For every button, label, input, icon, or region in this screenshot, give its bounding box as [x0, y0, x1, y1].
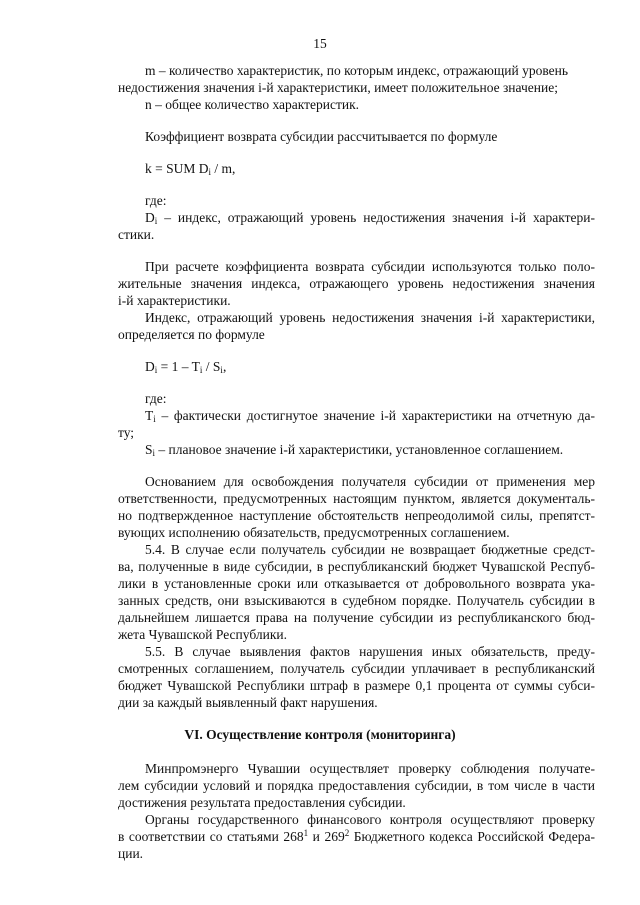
page-number: 15 [313, 36, 327, 51]
clause-5-4-line-6: жета Чувашской Республики. [118, 627, 287, 642]
basis-paragraph-line-4: вующих исполнению обязательств, предусмотренных соглашением. [118, 525, 510, 540]
control-paragraph-line-2: лем субсидии условий и порядка предоставления субсидии, в том числе в части [118, 778, 595, 793]
control-paragraph-line-3: достижения результата предоставления субсидии. [118, 795, 406, 810]
clause-5-5-line-2: смотренных соглашением, получатель субсидии уплачивает в республиканский [118, 661, 595, 676]
where-label-1: где: [145, 193, 167, 208]
control-paragraph-line-1: Минпромэнерго Чувашии осуществляет проверку соблюдения получате- [145, 761, 595, 776]
index-paragraph-line-1: Индекс, отражающий уровень недостижения значения i-й характеристики, [145, 310, 595, 325]
ti-definition: $T_i$ – фактически достигнутое значение i-й характеристики на отчетную да- [145, 408, 595, 424]
index-paragraph-line-2: определяется по формуле [118, 327, 265, 342]
clause-5-4-line-5: дальнейшем лишается права на получение субсидии из республиканского бюд- [118, 610, 595, 625]
clause-5-5-line-1: 5.5. В случае выявления фактов нарушения иных обязательств, преду- [145, 644, 595, 659]
clause-5-4-line-2: ва, полученные в виде субсидии, в республиканский бюджет Чувашской Респуб- [118, 559, 595, 574]
basis-paragraph-line-3: но подтвержденное наступление обстоятельств непреодолимой силы, препятст- [118, 508, 595, 523]
organs-paragraph-line-3: ции. [118, 846, 144, 861]
organs-paragraph-line-2: в соответствии со статьями $268^1$ и $269^2$ Бюджетного кодекса Российской Федера- [118, 828, 595, 844]
formula-d: $D_i = 1 - T_i / S_i$, [145, 359, 227, 375]
calc-paragraph-line-2: жительные значения индекса, отражающего уровень недостижения значения [118, 276, 595, 291]
basis-paragraph-line-1: Основанием для освобождения получателя субсидии от применения мер [145, 474, 595, 489]
clause-5-5-line-4: дии за каждый выявленный факт нарушения. [118, 695, 378, 710]
clause-5-5-line-3: бюджет Чувашской Республики штраф в размере 0,1 процента от суммы субси- [118, 678, 595, 693]
basis-paragraph-line-2: ответственности, предусмотренных настоящим пунктом, является документаль- [118, 491, 595, 506]
coefficient-intro: Коэффициент возврата субсидии рассчитывается по формуле [145, 129, 498, 144]
formula-k: k = SUM $D_i$ / m, [145, 161, 236, 177]
m-definition-line-1: m – количество характеристик, по которым индекс, отражающий уровень [145, 63, 569, 78]
clause-5-4-line-1: 5.4. В случае если получатель субсидии не возвращает бюджетные средст- [145, 542, 595, 557]
calc-paragraph-line-1: При расчете коэффициента возврата субсидии используются только поло- [145, 259, 595, 274]
si-definition: $S_i$ – плановое значение i-й характеристики, установленное соглашением. [145, 442, 564, 458]
di-definition-cont: стики. [118, 227, 155, 242]
n-definition: n – общее количество характеристик. [145, 97, 360, 112]
clause-5-4-line-3: лики в установленные сроки или отказывается от добровольного возврата ука- [118, 576, 595, 591]
section-title: VI. Осуществление контроля (мониторинга) [184, 727, 456, 742]
m-definition-line-2: недостижения значения i-й характеристики, имеет положительное значение; [118, 80, 558, 95]
ti-definition-cont: ту; [118, 425, 135, 440]
calc-paragraph-line-3: i-й характеристики. [118, 293, 231, 308]
clause-5-4-line-4: занных средств, они взыскиваются в судебном порядке. Получатель субсидии в [118, 593, 595, 608]
organs-paragraph-line-1: Органы государственного финансового контроля осуществляют проверку [145, 812, 595, 827]
where-label-2: где: [145, 391, 167, 406]
di-definition: $D_i$ – индекс, отражающий уровень недостижения значения i-й характери- [145, 210, 595, 226]
